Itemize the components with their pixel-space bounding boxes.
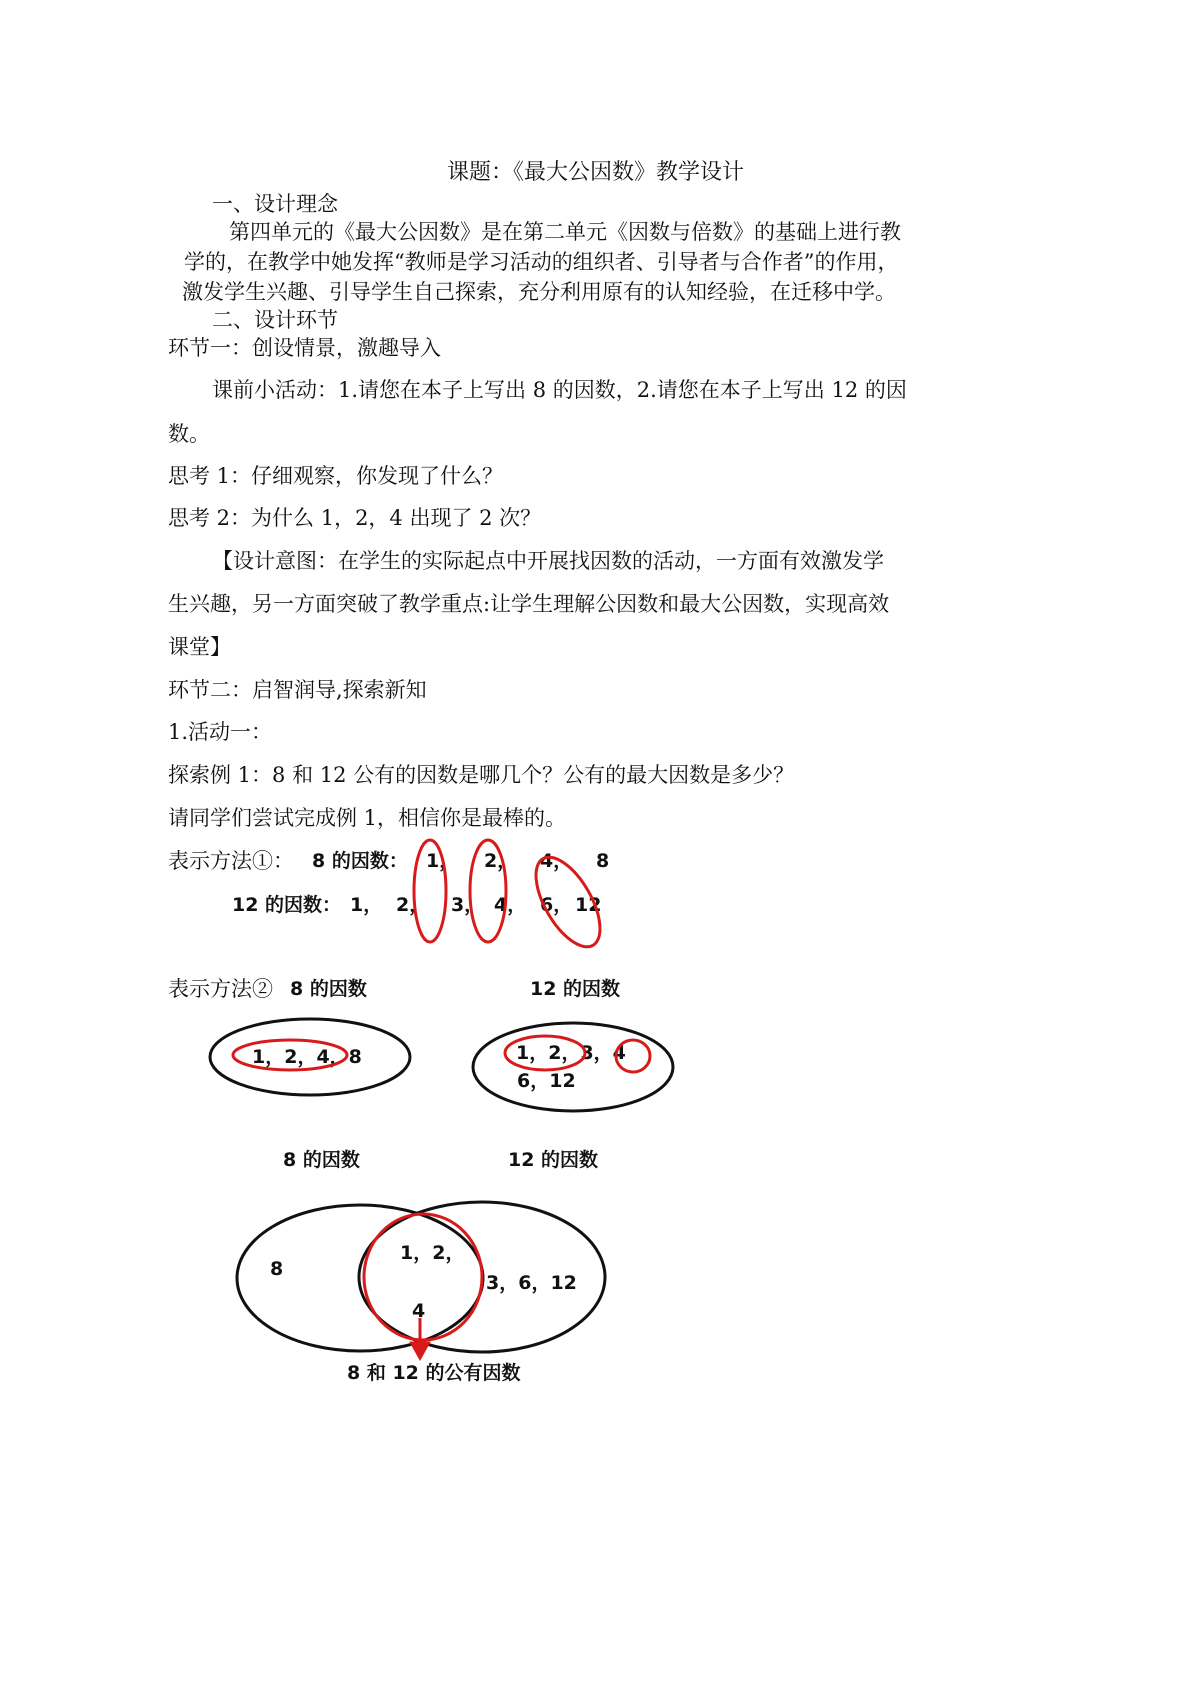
venn-left-only: 8 [270,1258,284,1280]
method1-factor-12-1: 1， [350,894,383,916]
method1-factor-8-1: 1， [426,850,459,872]
step1-heading: 环节一：创设情景，激趣导入 [168,336,441,360]
design-intent-line-3: 课堂】 [168,635,231,659]
venn-common-circle [364,1214,482,1340]
method1-factor-12-2: 2， [396,894,429,916]
method2-right-four-circle [616,1040,650,1072]
venn-left-title: 8 的因数 [283,1149,360,1171]
method2-right-row1: 1，2，3，4 [516,1042,626,1064]
example-question: 探索例 1：8 和 12 公有的因数是哪几个？公有的最大因数是多少？ [168,763,795,787]
method1-factor-12-3: 3， [451,894,484,916]
method2-right-row2: 6，12 [517,1070,576,1092]
method2-right-set [473,1023,673,1111]
venn-common-row1: 1，2， [400,1242,465,1264]
activity-one-label: 1.活动一： [168,720,273,744]
venn-caption: 8 和 12 的公有因数 [347,1362,521,1384]
think-question-2: 思考 2：为什么 1，2，4 出现了 2 次？ [168,506,542,530]
method1-row1-label: 8 的因数： [312,850,408,872]
think-question-1: 思考 1：仔细观察，你发现了什么？ [168,464,504,488]
section-heading-design-concept: 一、设计理念 [212,192,338,216]
design-intent-line-2: 生兴趣，另一方面突破了教学重点:让学生理解公因数和最大公因数，实现高效 [168,592,890,616]
method2-left-content: 1，2，4，8 [252,1046,362,1068]
concept-line-3: 激发学生兴趣、引导学生自己探索，充分利用原有的认知经验，在迁移中学。 [182,280,896,304]
method1-circle-1 [414,840,446,942]
method1-factor-12-4: 4， [494,894,527,916]
method1-factor-8-8: 8 [596,850,610,872]
section-heading-design-steps: 二、设计环节 [212,308,338,332]
method2-right-common-circle [505,1036,585,1070]
method2-left-common-circle [233,1040,347,1070]
method1-factor-8-2: 2， [484,850,517,872]
method2-label: 表示方法② [168,977,273,1001]
venn-right-title: 12 的因数 [508,1149,599,1171]
concept-line-1: 第四单元的《最大公因数》是在第二单元《因数与倍数》的基础上进行教 [229,220,901,244]
method1-label: 表示方法①： [168,849,294,873]
invite-text: 请同学们尝试完成例 1，相信你是最棒的。 [168,806,567,830]
method1-factor-8-4: 4， [540,850,573,872]
method1-factor-12-12: 12 [575,894,602,916]
method1-factor-12-6: 6， [540,894,573,916]
method1-circle-2 [470,840,506,942]
step2-heading: 环节二：启智润导,探索新知 [168,678,427,702]
pre-class-activity-line-1: 课前小活动：1.请您在本子上写出 8 的因数，2.请您在本子上写出 12 的因 [212,378,907,402]
venn-common-row2: 4 [412,1300,426,1322]
design-intent-line-1: 【设计意图：在学生的实际起点中开展找因数的活动，一方面有效激发学 [212,549,884,573]
method2-left-title: 8 的因数 [290,978,367,1000]
method2-right-title: 12 的因数 [530,978,621,1000]
venn-right-only: 3，6，12 [486,1272,577,1294]
concept-line-2: 学的，在教学中她发挥“教师是学习活动的组织者、引导者与合作者”的作用， [184,250,899,274]
method1-row2-label: 12 的因数： [232,894,342,916]
page-title: 课题：《最大公因数》教学设计 [446,160,744,185]
method2-left-set [210,1019,410,1095]
method1-circle-4 [523,847,613,957]
pre-class-activity-line-2: 数。 [168,422,210,446]
